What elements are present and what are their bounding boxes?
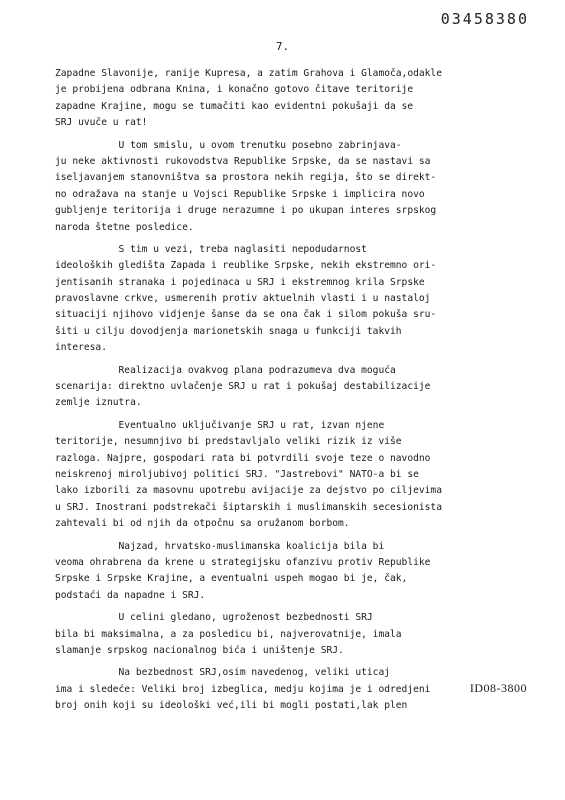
- text-line: teritorije, nesumnjivo bi predstavljalo veliki rizik iz više: [55, 436, 402, 448]
- paragraph: [55, 418, 535, 533]
- document-body: [55, 66, 535, 714]
- text-line: neiskrenoj miroljubivoj politici SRJ. "Jastrebovi" NATO-a bi se: [55, 468, 419, 480]
- text-line: veoma ohrabrena da krene u strategijsku ofanzivu protiv Republike: [55, 556, 431, 568]
- text-line: šiti u cilju dovodjenja marionetskih snaga u funkciji takvih: [55, 325, 402, 337]
- text-line: zemlje iznutra.: [55, 397, 142, 409]
- text-line: lako izborili za masovnu upotrebu avijacije za dejstvo po ciljevima: [55, 485, 442, 497]
- text-line: scenarija: direktno uvlačenje SRJ u rat i pokušaj destabilizacije: [55, 381, 431, 393]
- paragraph: [55, 66, 535, 132]
- text-line: S tim u vezi, treba naglasiti nepodudarnost: [55, 243, 367, 255]
- paragraph: [55, 242, 535, 357]
- text-line: interesa.: [55, 342, 107, 354]
- text-line: jentisanih stranaka i pojedinaca u SRJ i ekstremnog krila Srpske: [55, 276, 425, 288]
- document-number: 03458380: [440, 10, 529, 28]
- text-line: gubljenje teritorija i druge nerazumne i po ukupan interes srpskog: [55, 205, 437, 217]
- text-line: zapadne Krajine, mogu se tumačiti kao evidentni pokušaji da se: [55, 100, 414, 112]
- text-line: Realizacija ovakvog plana podrazumeva dva moguća: [55, 364, 396, 376]
- text-line: Najzad, hrvatsko-muslimanska koalicija bila bi: [55, 540, 385, 552]
- text-line: zahtevali bi od njih da otpočnu sa oružanom borbom.: [55, 518, 350, 530]
- text-line: Na bezbednost SRJ,osim navedenog, veliki uticaj: [55, 667, 391, 679]
- text-line: iseljavanjem stanovništva sa prostora nekih regija, što se direkt-: [55, 172, 437, 184]
- text-line: u SRJ. Inostrani podstrekači šiptarskih i muslimanskih secesionista: [55, 501, 442, 513]
- text-line: slamanje srpskog nacionalnog bića i uništenje SRJ.: [55, 644, 344, 656]
- text-line: Zapadne Slavonije, ranije Kupresa, a zatim Grahova i Glamoča,odakle: [55, 68, 442, 79]
- text-line: ju neke aktivnosti rukovodstva Republike Srpske, da se nastavi sa: [55, 155, 431, 167]
- text-line: ima i sledeće: Veliki broj izbeglica, medju kojima je i odredjeni: [55, 683, 431, 695]
- text-line: razloga. Najpre, gospodari rata bi potvrdili svoje teze o navodno: [55, 452, 431, 464]
- text-line: no odražava na stanje u Vojsci Republike Srpske i implicira novo: [55, 188, 425, 200]
- page-number: 7.: [275, 40, 290, 53]
- paragraph: [55, 610, 535, 659]
- text-line: pravoslavne crkve, usmerenih protiv aktuelnih vlasti i u nastaloj: [55, 293, 431, 305]
- text-line: U celini gledano, ugroženost bezbednosti SRJ: [55, 612, 373, 624]
- footer-document-id: ID08-3800: [469, 681, 527, 695]
- text-line: Eventualno uključivanje SRJ u rat, izvan njene: [55, 419, 385, 431]
- paragraph: [55, 665, 535, 714]
- text-line: situaciji njihovo vidjenje šanse da se ona čak i silom pokuša sru-: [55, 309, 437, 321]
- text-line: U tom smislu, u ovom trenutku posebno zabrinjava-: [55, 139, 402, 151]
- text-line: je probijena odbrana Knina, i konačno gotovo čitave teritorije: [55, 84, 414, 96]
- text-line: ideoloških gledišta Zapada i reublike Srpske, nekih ekstremno ori-: [55, 260, 437, 272]
- text-line: Srpske i Srpske Krajine, a eventualni uspeh mogao bi je, čak,: [55, 573, 408, 585]
- paragraph: [55, 138, 535, 236]
- text-line: SRJ uvuče u rat!: [55, 117, 148, 129]
- text-line: podstaći da napadne i SRJ.: [55, 589, 206, 601]
- text-line: naroda štetne posledice.: [55, 221, 194, 233]
- paragraph: [55, 539, 535, 605]
- text-line: bila bi maksimalna, a za posledicu bi, najverovatnije, imala: [55, 628, 402, 640]
- text-line: broj onih koji su ideološki već,ili bi mogli postati,lak plen: [55, 700, 408, 712]
- paragraph: [55, 363, 535, 412]
